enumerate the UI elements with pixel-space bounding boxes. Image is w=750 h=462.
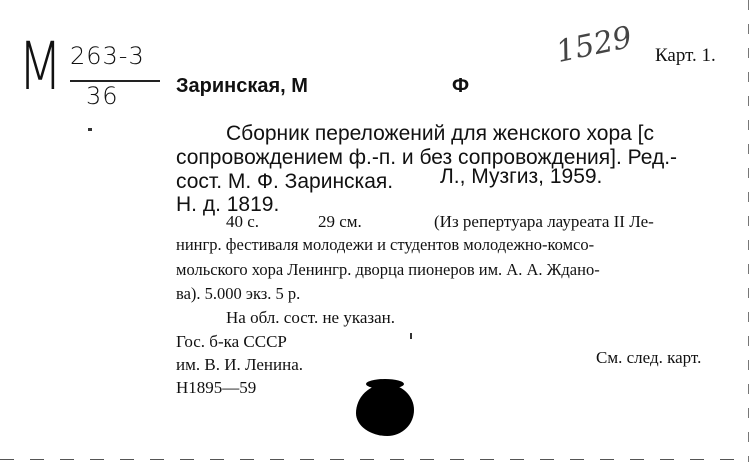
right-edge-line <box>748 0 749 462</box>
shelfmark-letter: М <box>18 28 63 105</box>
description-line-3-left: сост. М. Ф. Заринская. <box>176 170 394 193</box>
accession-number-handwritten: 1529 <box>553 19 636 70</box>
description-line-4: Н. д. 1819. <box>176 193 280 216</box>
series-note-line-2: нингр. фестиваля молодежи и студентов молодежно-комсо- <box>176 235 595 254</box>
library-name-line-2: им. В. И. Ленина. <box>176 355 304 374</box>
ink-tick <box>410 333 412 339</box>
collation-pages: 40 с. <box>226 212 260 231</box>
compiler-note: На обл. сост. не указан. <box>226 308 395 327</box>
description-line-3-right: Л., Музгиз, 1959. <box>440 165 603 188</box>
ink-mark <box>88 128 92 131</box>
series-note-start: (Из репертуара лауреата II Ле- <box>434 212 654 231</box>
description-line-2: сопровождением ф.-п. и без сопровождения]. Ред.- <box>176 146 678 169</box>
series-note-line-4: ва). 5.000 экз. 5 р. <box>176 284 301 303</box>
author-initial: Ф <box>452 75 470 97</box>
continuation-note: См. след. карт. <box>596 348 702 367</box>
description-line-1: Сборник переложений для женского хора [с <box>226 122 654 145</box>
shelfmark-bottom: 36 <box>86 82 119 110</box>
author-heading: Заринская, М <box>176 75 308 97</box>
ink-blot-stamp <box>356 384 414 436</box>
collation-size: 29 см. <box>318 212 362 231</box>
bottom-edge-line <box>0 459 750 460</box>
card-number: Карт. 1. <box>655 45 716 66</box>
series-note-line-3: мольского хора Ленингр. дворца пионеров им. А. А. Ждано- <box>176 260 600 279</box>
library-code: Н1895—59 <box>176 378 257 397</box>
shelfmark-top: 263-3 <box>70 42 145 70</box>
library-name: Гос. б-ка СССР <box>176 332 287 351</box>
